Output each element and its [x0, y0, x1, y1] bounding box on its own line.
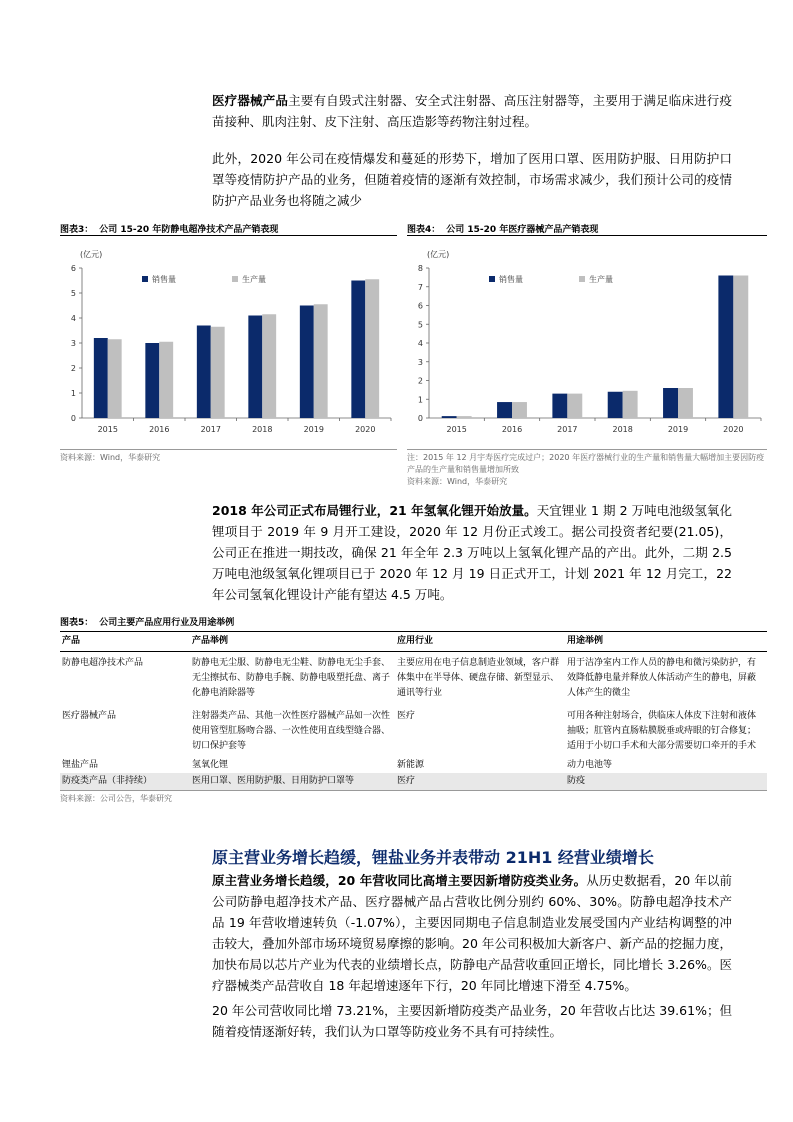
x-tick-label: 2018: [252, 425, 273, 434]
bar-sales: [608, 392, 623, 418]
x-tick-label: 2017: [557, 425, 578, 434]
figure5-label: 图表5：: [60, 618, 94, 628]
figure3-title-text: 公司 15-20 年防静电超净技术产品产销表现: [99, 225, 279, 235]
product-table: [60, 632, 767, 790]
bar-production: [512, 402, 527, 418]
y-tick-label: 6: [70, 264, 76, 273]
chart-antistatic: [60, 243, 397, 443]
chart-antistatic-svg: [60, 243, 397, 443]
figure5-table-wrap: [60, 631, 767, 805]
bar-production: [733, 276, 748, 419]
paragraph-bold-lead: 原主营业务增长趋缓，20 年营收同比高增主要因新增防疫类业务。: [212, 873, 587, 888]
table-cell-example: 氢氧化锂: [192, 760, 229, 770]
table-header: 应用行业: [395, 632, 565, 652]
table-header: 产品: [60, 632, 190, 652]
paragraph-text: 天宜锂业 1 期 2 万吨电池级氢氧化锂项目于 2019 年 9 月开工建设，2020 年 12 月份正式竣工。据公司投资者纪要(21.05)，公司正在推进一期技改，确保 21 年全年 2.3 万吨以上氢氧化锂产品的产出。此外，二期 2.5 万吨电池级氢氧化锂项目已于 2020 年 12 月 19 日正式开工，计划 2021 年 12 月完工，22 年公司氢氧化锂设计产能有望达 4.5 万吨。: [212, 503, 732, 602]
y-tick-label: 5: [417, 320, 423, 330]
table-cell-usage: 可用各种注射场合，供临床人体皮下注射和液体抽吸；肛管内直肠粘膜脱垂或痔眼的钉合修复；适用于小切口手术和大部分需要切口牵开的手术: [567, 711, 757, 751]
table-cell-example: 注射器类产品、其他一次性医疗器械产品如一次性使用管型肛肠吻合器、一次性使用直线型缝合器、切口保护套等: [192, 711, 391, 751]
figure5-title-text: 公司主要产品应用行业及用途举例: [99, 618, 235, 628]
legend-label: 销售量: [152, 275, 176, 284]
bar-production: [262, 314, 276, 418]
bar-production: [457, 416, 472, 418]
figure4-note: 注：2015 年 12 月宇寿医疗完成过户；2020 年医疗器械行业的生产量和销售量大幅增加主要因防疫产品的生产量和销售量增加所致: [407, 453, 765, 474]
bar-sales: [497, 402, 512, 418]
y-tick-label: 0: [70, 414, 76, 423]
figure4-title: [407, 222, 767, 236]
table-header: 产品举例: [190, 632, 395, 652]
x-tick-label: 2018: [612, 425, 633, 434]
x-tick-label: 2017: [200, 425, 221, 434]
y-tick-label: 7: [417, 282, 423, 292]
paragraph-bold-lead: 医疗器械产品: [212, 93, 289, 108]
y-tick-label: 6: [417, 301, 423, 311]
legend-label: 生产量: [242, 275, 266, 284]
y-tick-label: 3: [417, 357, 423, 367]
table-row: [60, 705, 767, 758]
y-tick-label: 8: [417, 264, 423, 273]
y-tick-label: 2: [417, 376, 423, 386]
table-cell-usage: 用于洁净室内工作人员的静电和微污染防护，有效降低静电量并释放人体活动产生的静电，屏蔽人体产生的微尘: [567, 658, 757, 698]
figure3-label: 图表3：: [60, 225, 94, 235]
paragraph-text: 从历史数据看，20 年以前公司防静电超净技术产品、医疗器械产品占营收比例分别约 60%、30%。防静电超净技术产品 19 年营收增速转负（-1.07%），主要因同期电子信息制造业发展受国内产业结构调整的冲击较大，叠加外部市场环境贸易摩擦的影响。20 年公司积极加大新客户、新产品的挖掘力度，加快布局以芯片产业为代表的业绩增长点，防静电产品营收重回正增长，同比增长 3.26%。医疗器械类产品营收自 18 年起增速逐年下行，20 年同比增速下滑至 4.75%。: [212, 873, 732, 993]
bar-production: [159, 342, 173, 418]
y-tick-label: 4: [70, 314, 76, 323]
bar-sales: [197, 326, 211, 419]
figure4-source: 资料来源：Wind，华泰研究: [407, 477, 508, 486]
table-cell-product: 防疫类产品（非持续）: [60, 773, 190, 790]
bar-sales: [351, 281, 365, 419]
table-header: 用途举例: [565, 632, 767, 652]
table-cell-product: 医疗器械产品: [62, 711, 117, 721]
paragraph-medical-devices: [212, 90, 732, 132]
figure4-label: 图表4：: [407, 225, 441, 235]
paragraph-lithium: [212, 500, 732, 605]
table-cell-product: 防静电超净技术产品: [62, 658, 144, 668]
table-cell-industry: 主要应用在电子信息制造业领域，客户群体集中在半导体、硬盘存储、新型显示、通讯等行业: [397, 658, 560, 698]
paragraph-epidemic-products: [212, 148, 732, 211]
x-tick-label: 2019: [303, 425, 324, 434]
chart-medical-svg: [407, 243, 767, 443]
bar-sales: [663, 388, 678, 418]
table-cell-usage: 动力电池等: [567, 760, 613, 770]
section-title: 原主营业务增长趋缓，锂盐业务并表带动 21H1 经营业绩增长: [212, 848, 654, 867]
x-tick-label: 2019: [667, 425, 689, 434]
figure5-source: 资料来源：公司公告，华泰研究: [60, 790, 767, 805]
legend-swatch: [232, 276, 238, 282]
table-cell-industry: 医疗: [395, 773, 565, 790]
table-cell-example: 医用口罩、医用防护服、日用防护口罩等: [190, 773, 395, 790]
table-cell-usage: 防疫: [565, 773, 767, 790]
y-tick-label: 3: [70, 339, 76, 348]
legend-label: 生产量: [589, 275, 613, 284]
table-row: [60, 652, 767, 706]
y-axis-unit-label: (亿元): [80, 250, 103, 259]
table-row: [60, 773, 767, 790]
paragraph-bold-lead: 2018 年公司正式布局锂行业，21 年氢氧化锂开始放量。: [212, 503, 537, 518]
paragraph-text: 此外，2020 年公司在疫情爆发和蔓延的形势下，增加了医用口罩、医用防护服、日用防护口罩等疫情防护产品的业务，但随着疫情的逐渐有效控制，市场需求减少，我们预计公司的疫情防护产品业务也将随之减少: [212, 151, 732, 208]
y-tick-label: 1: [417, 395, 423, 405]
bar-sales: [718, 276, 733, 419]
y-tick-label: 5: [70, 289, 76, 298]
figure5-title: [60, 615, 767, 628]
x-tick-label: 2016: [501, 425, 523, 434]
bar-production: [623, 391, 638, 418]
paragraph-revenue-2020: [212, 1000, 732, 1042]
table-cell-product: 锂盐产品: [62, 760, 99, 770]
bar-production: [314, 304, 328, 418]
y-tick-label: 0: [417, 414, 423, 423]
paragraph-revenue-history: [212, 870, 732, 996]
figure4-title-text: 公司 15-20 年医疗器械产品产销表现: [446, 225, 599, 235]
bar-production: [365, 279, 379, 418]
paragraph-text: 20 年公司营收同比增 73.21%，主要因新增防疫类产品业务，20 年营收占比达 39.61%；但随着疫情逐渐好转，我们认为口罩等防疫业务不具有可持续性。: [212, 1003, 732, 1039]
paragraph-text: 主要有自毁式注射器、安全式注射器、高压注射器等，主要用于满足临床进行疫苗接种、肌肉注射、皮下注射、高压造影等药物注射过程。: [212, 93, 732, 129]
bar-production: [567, 394, 582, 418]
bar-sales: [552, 394, 567, 418]
bar-sales: [94, 338, 108, 418]
bar-sales: [442, 416, 457, 418]
x-tick-label: 2020: [723, 425, 744, 434]
x-tick-label: 2020: [355, 425, 376, 434]
table-cell-industry: 医疗: [397, 711, 416, 721]
table-header-row: [60, 632, 767, 652]
figure3-source: 资料来源：Wind，华泰研究: [60, 449, 397, 464]
bar-sales: [300, 306, 314, 419]
y-tick-label: 2: [70, 364, 76, 373]
table-cell-example: 防静电无尘服、防静电无尘鞋、防静电无尘手套、无尘擦拭布、防静电手腕、防静电吸塑托盘、离子化静电消除器等: [192, 658, 391, 698]
chart-medical: [407, 243, 767, 443]
y-tick-label: 4: [417, 339, 423, 348]
bar-production: [211, 327, 225, 418]
legend-swatch: [142, 276, 148, 282]
table-cell-industry: 新能源: [397, 760, 425, 770]
bar-production: [108, 339, 122, 418]
x-tick-label: 2015: [97, 425, 118, 434]
legend-swatch: [579, 276, 585, 282]
y-tick-label: 1: [70, 389, 76, 398]
figure4-note-block: [407, 449, 767, 488]
legend-label: 销售量: [499, 275, 523, 284]
figure3-title: [60, 222, 397, 236]
bar-production: [678, 388, 693, 418]
legend-swatch: [489, 276, 495, 282]
x-tick-label: 2015: [446, 425, 467, 434]
y-axis-unit-label: (亿元): [427, 250, 450, 259]
bar-sales: [145, 343, 159, 418]
bar-sales: [248, 316, 262, 419]
table-row: [60, 758, 767, 773]
x-tick-label: 2016: [149, 425, 170, 434]
